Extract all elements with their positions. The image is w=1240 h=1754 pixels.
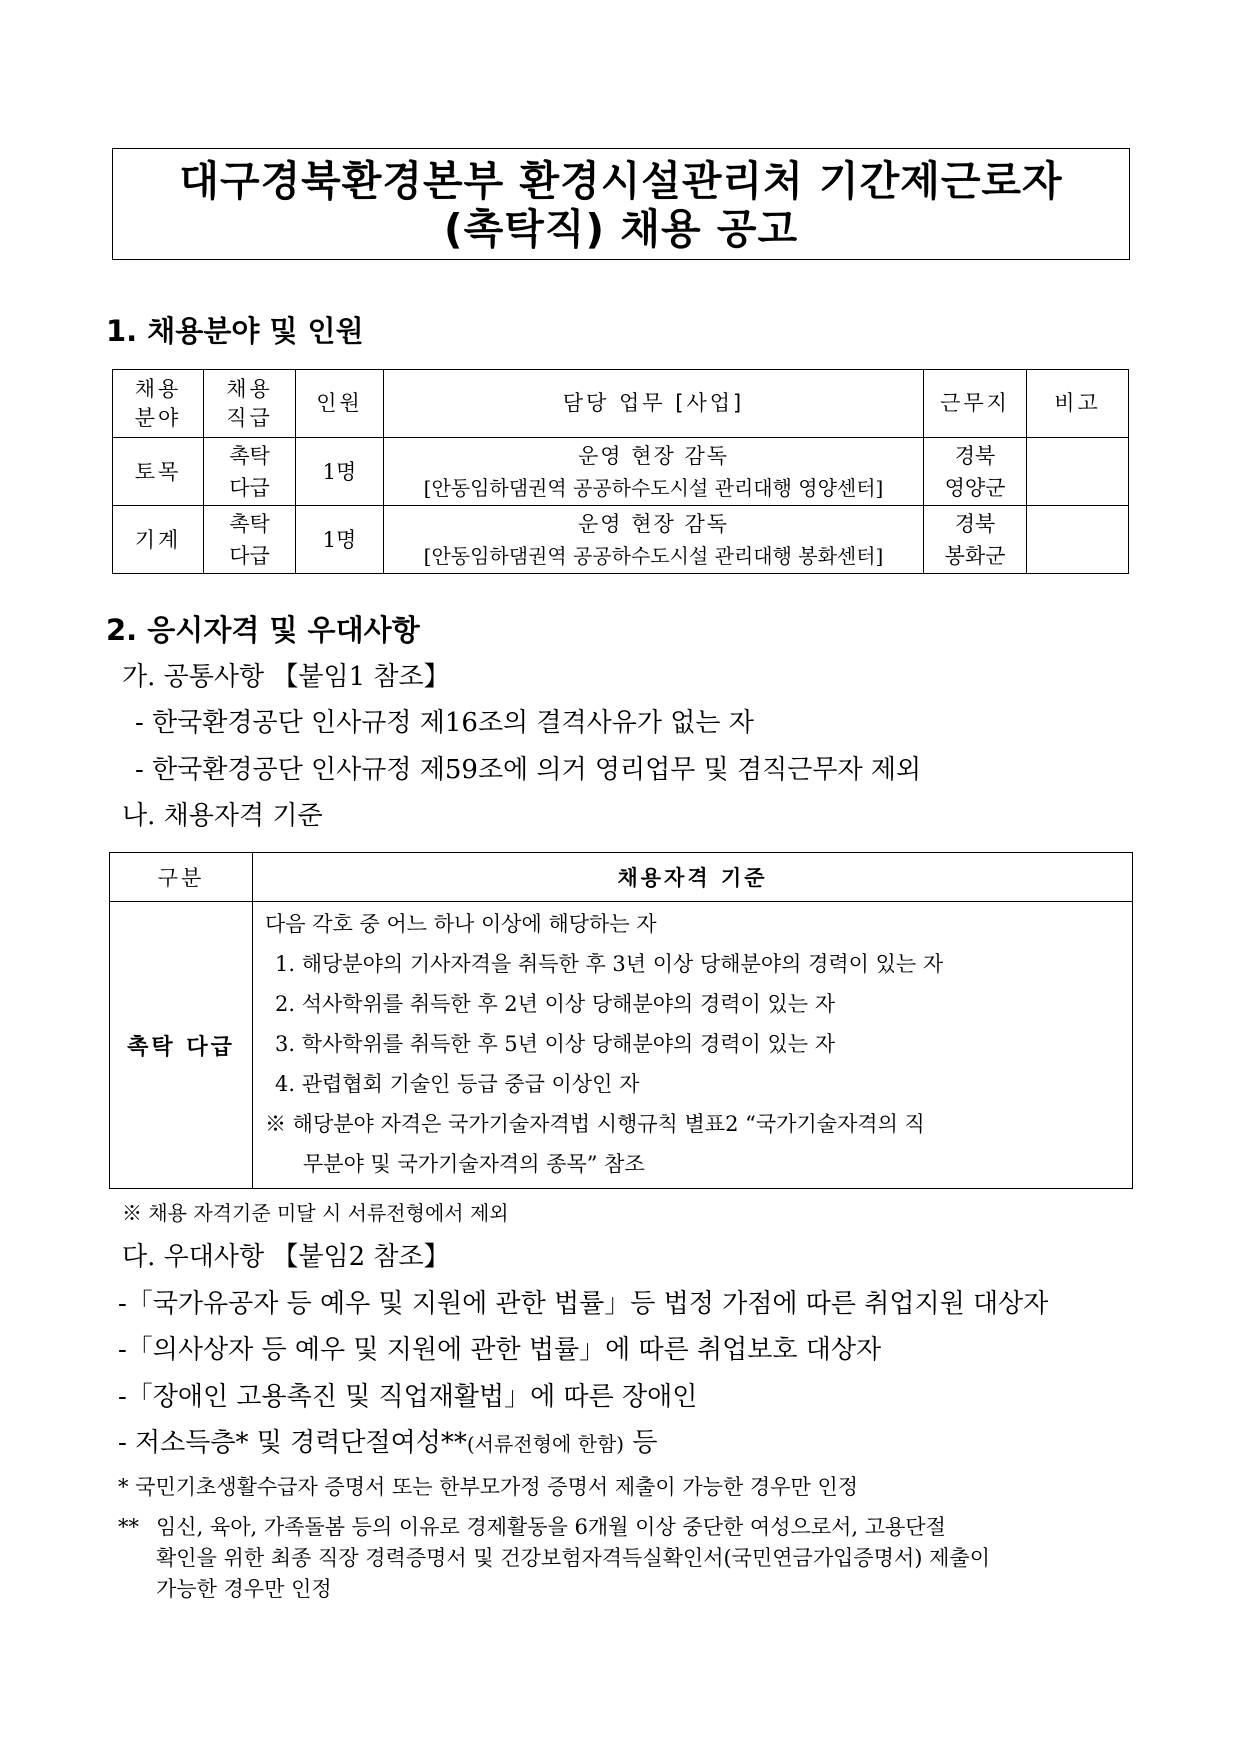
footnote-2-mark: ** bbox=[118, 1515, 139, 1539]
preference-item-1: -「국가유공자 등 예우 및 지원에 관한 법률」등 법정 가점에 따른 취업지원 대상자 bbox=[118, 1289, 1049, 1319]
header-grade: 채용 직급 bbox=[204, 370, 296, 438]
cell-count: 1명 bbox=[296, 438, 384, 506]
common-item-2: - 한국환경공단 인사규정 제59조에 의거 영리업무 및 겸직근무자 제외 bbox=[135, 755, 922, 785]
criteria-row bbox=[110, 902, 1133, 1189]
title-box bbox=[112, 148, 1130, 260]
sub-heading-common: 가. 공통사항 【붙임1 참조】 bbox=[122, 662, 450, 692]
recruitment-table bbox=[112, 369, 1129, 574]
cell-count: 1명 bbox=[296, 506, 384, 574]
cell-field: 토목 bbox=[113, 438, 204, 506]
criteria-header-category: 구분 bbox=[110, 853, 253, 902]
criteria-item: 3. 학사학위를 취득한 후 5년 이상 당해분야의 경력이 있는 자 bbox=[275, 1032, 836, 1056]
header-count: 인원 bbox=[296, 370, 384, 438]
sub-heading-preference: 다. 우대사항 【붙임2 참조】 bbox=[122, 1242, 450, 1272]
criteria-item: 1. 해당분야의 기사자격을 취득한 후 3년 이상 당해분야의 경력이 있는 자 bbox=[275, 952, 944, 976]
cell-remarks bbox=[1027, 438, 1129, 506]
header-field: 채용 분야 bbox=[113, 370, 204, 438]
preference-item-4: - 저소득층* 및 경력단절여성**(서류전형에 한함) 등 bbox=[118, 1428, 658, 1458]
cell-location: 경북 봉화군 bbox=[924, 506, 1027, 574]
cell-field: 기계 bbox=[113, 506, 204, 574]
section1-heading: 1. 채용분야 및 인원 bbox=[106, 314, 364, 348]
sub-heading-criteria: 나. 채용자격 기준 bbox=[122, 801, 323, 831]
table-row bbox=[113, 506, 1129, 574]
criteria-list bbox=[253, 902, 1133, 1189]
criteria-item: 2. 석사학위를 취득한 후 2년 이상 당해분야의 경력이 있는 자 bbox=[275, 992, 836, 1016]
footnote-1: * 국민기초생활수급자 증명서 또는 한부모가정 증명서 제출이 가능한 경우만 인정 bbox=[118, 1475, 859, 1499]
criteria-note-line-1: ※ 해당분야 자격은 국가기술자격법 시행규칙 별표2 “국가기술자격의 직 bbox=[265, 1112, 925, 1136]
title-line-1: 대구경북환경본부 환경시설관리처 기간제근로자 bbox=[179, 157, 1063, 205]
preference-item-3: -「장애인 고용촉진 및 직업재활법」에 따른 장애인 bbox=[118, 1382, 698, 1412]
criteria-item: 4. 관렵협회 기술인 등급 중급 이상인 자 bbox=[275, 1072, 640, 1096]
header-location: 근무지 bbox=[924, 370, 1027, 438]
header-remarks: 비고 bbox=[1027, 370, 1129, 438]
preference-item-2: -「의사상자 등 예우 및 지원에 관한 법률」에 따른 취업보호 대상자 bbox=[118, 1335, 882, 1365]
criteria-table bbox=[109, 852, 1133, 1189]
common-item-1: - 한국환경공단 인사규정 제16조의 결격사유가 없는 자 bbox=[135, 708, 754, 738]
criteria-header-row bbox=[110, 853, 1133, 902]
cell-duty: 운영 현장 감독 [안동임하댐권역 공공하수도시설 관리대행 영양센터] bbox=[384, 438, 924, 506]
criteria-intro: 다음 각호 중 어느 하나 이상에 해당하는 자 bbox=[265, 912, 657, 936]
cell-grade: 촉탁 다급 bbox=[204, 506, 296, 574]
table-header-row bbox=[113, 370, 1129, 438]
header-duty: 담당 업무 [사업] bbox=[384, 370, 924, 438]
criteria-header-criteria: 채용자격 기준 bbox=[253, 853, 1133, 902]
cell-remarks bbox=[1027, 506, 1129, 574]
section2-heading: 2. 응시자격 및 우대사항 bbox=[106, 613, 420, 647]
title-line-2: (촉탁직) 채용 공고 bbox=[443, 205, 799, 253]
footnote-2: 임신, 육아, 가족돌봄 등의 이유로 경제활동을 6개월 이상 중단한 여성으로서, 고용단절 확인을 위한 최종 직장 경력증명서 및 건강보험자격득실확인서(국민연금가입증명서) 제출이 가능한 경우만 인정 bbox=[156, 1515, 990, 1601]
cell-grade: 촉탁 다급 bbox=[204, 438, 296, 506]
cell-duty: 운영 현장 감독 [안동임하댐권역 공공하수도시설 관리대행 봉화센터] bbox=[384, 506, 924, 574]
criteria-category: 촉탁 다급 bbox=[110, 902, 253, 1189]
criteria-footnote: ※ 채용 자격기준 미달 시 서류전형에서 제외 bbox=[122, 1201, 509, 1225]
criteria-note-line-2: 무분야 및 국가기술자격의 종목” 참조 bbox=[303, 1152, 645, 1176]
table-row bbox=[113, 438, 1129, 506]
cell-location: 경북 영양군 bbox=[924, 438, 1027, 506]
